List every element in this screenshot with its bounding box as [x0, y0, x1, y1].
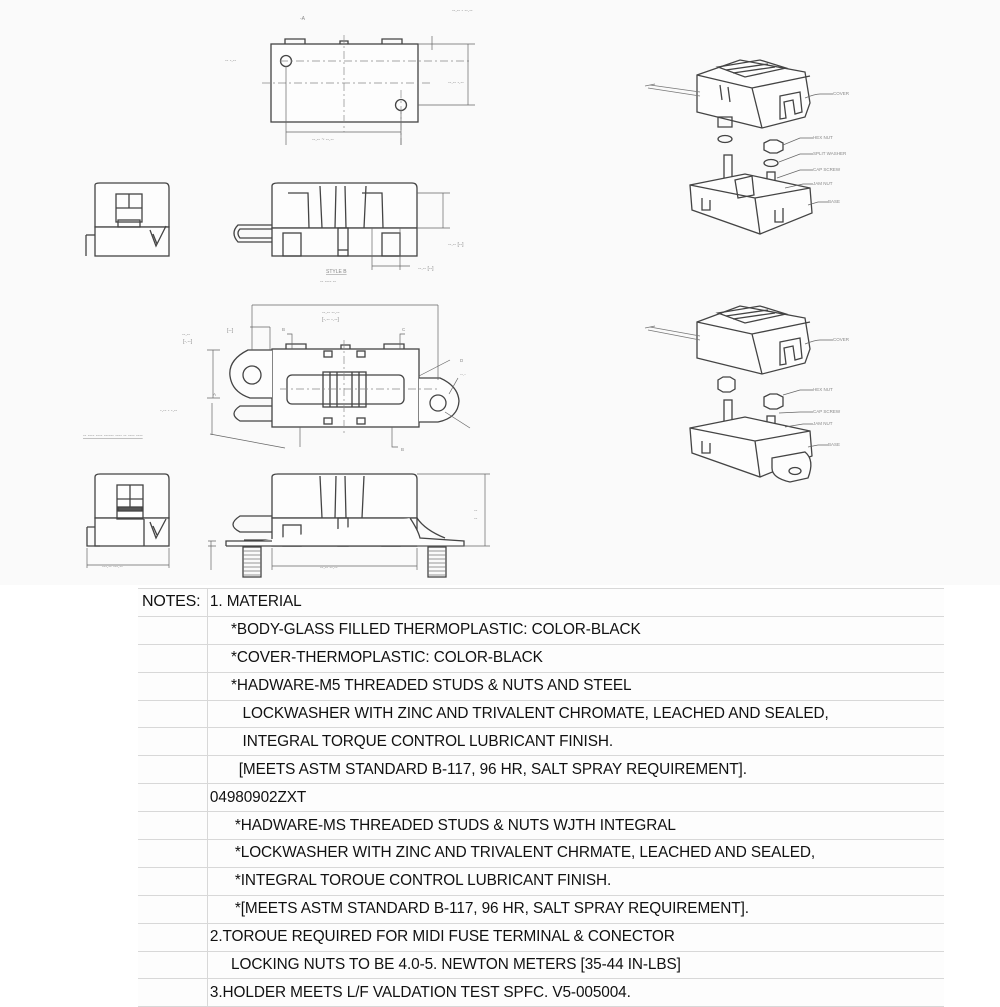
note-row — [138, 839, 944, 867]
notes-table — [138, 588, 944, 1007]
callout-cover-2: COVER — [833, 337, 850, 342]
side-view-style-a — [208, 474, 490, 577]
svg-text:-.-- - -.--: -.-- - -.-- — [160, 408, 178, 414]
svg-text:--.-- ~ --.--: --.-- ~ --.-- — [312, 137, 334, 143]
note-text: *INTEGRAL TOROUE CONTROL LUBRICANT FINISH. — [234, 872, 612, 890]
svg-text:---.-- ---.--: ---.-- ---.-- — [102, 564, 123, 570]
note-text: *LOCKWASHER WITH ZINC AND TRIVALENT CHRMATE, LEACHED AND SEALED, — [234, 844, 816, 862]
note-text: [MEETS ASTM STANDARD B-117, 96 HR, SALT SPRAY REQUIREMENT]. — [238, 760, 747, 778]
svg-text:B: B — [401, 447, 405, 452]
note-row — [138, 727, 944, 755]
threaded-stud-right — [428, 547, 446, 577]
note-row — [138, 923, 944, 951]
style-b-label: STYLE B — [326, 269, 347, 275]
callout-hex-nut: HEX NUT — [813, 135, 833, 140]
callout-split-washer: SPLIT WASHER — [813, 151, 847, 156]
note-text: *COVER-THERMOPLASTIC: COLOR-BLACK — [231, 649, 543, 667]
exploded-view-2 — [645, 306, 850, 482]
note-text: 2.TOROUE REQUIRED FOR MIDI FUSE TERMINAL & CONECTOR — [209, 928, 675, 946]
callout-cap-screw: CAP SCREW — [813, 167, 841, 172]
note-text: 1. MATERIAL — [209, 593, 302, 611]
svg-text:[--]: [--] — [227, 328, 234, 334]
note-text: LOCKING NUTS TO BE 4.0-5. NEWTON METERS [35-44 IN-LBS] — [231, 956, 681, 974]
note-text: INTEGRAL TORQUE CONTROL LUBRICANT FINISH. — [242, 732, 614, 750]
note-row — [138, 951, 944, 979]
note-row — [138, 616, 944, 644]
svg-text:--.-- [--]: --.-- [--] — [418, 266, 434, 272]
svg-text:--.-- --.--: --.-- --.-- — [320, 565, 338, 571]
svg-text:--.-- -.--: --.-- -.-- — [448, 80, 464, 86]
callout-base-2: BASE — [828, 442, 841, 447]
svg-text:--: -- — [474, 516, 478, 522]
top-view-style-b — [225, 8, 475, 145]
callout-jam-nut: JAM NUT — [813, 181, 833, 186]
end-view-style-a — [87, 474, 169, 570]
svg-text:--.-- - --.--: --.-- - --.-- — [452, 8, 473, 14]
note-row — [138, 811, 944, 839]
callout-cover: COVER — [833, 91, 850, 96]
threaded-stud-left — [243, 547, 261, 577]
top-view-style-a — [83, 305, 470, 452]
note-row — [138, 978, 944, 1007]
note-row — [138, 755, 944, 783]
callout-cap-screw-2: CAP SCREW — [813, 409, 841, 414]
note-text: 3.HOLDER MEETS L/F VALDATION TEST SPFC. V5-005004. — [209, 983, 631, 1001]
note-row — [138, 588, 944, 616]
side-view-style-b — [234, 183, 464, 285]
exploded-view-1 — [645, 60, 850, 234]
note-row — [138, 644, 944, 672]
svg-text:B: B — [282, 327, 286, 332]
svg-text:-- ---- ---- ------ ---- -- --: -- ---- ---- ------ ---- -- ---- ---- — [83, 433, 143, 439]
svg-text:-A: -A — [300, 16, 305, 22]
note-text: *BODY-GLASS FILLED THERMOPLASTIC: COLOR-BLACK — [231, 621, 641, 639]
svg-text:--.-: --.- — [460, 372, 466, 377]
svg-text:C: C — [402, 327, 406, 332]
svg-text:--: -- — [474, 508, 478, 514]
note-row — [138, 895, 944, 923]
svg-text:--.-- --.--: --.-- --.-- — [322, 310, 340, 316]
note-text: *HADWARE-MS THREADED STUDS & NUTS WJTH INTEGRAL — [234, 816, 676, 834]
note-row — [138, 700, 944, 728]
note-row — [138, 672, 944, 700]
part-number: 04980902ZXT — [209, 788, 307, 806]
note-text: LOCKWASHER WITH ZINC AND TRIVALENT CHROMATE, LEACHED AND SEALED, — [242, 705, 829, 722]
svg-text:--.--: --.-- — [182, 332, 191, 338]
svg-text:--.-- [--]: --.-- [--] — [448, 242, 464, 248]
end-view-style-b — [86, 183, 169, 256]
callout-base: BASE — [828, 199, 841, 204]
svg-text:-- -.--: -- -.-- — [225, 58, 237, 64]
callout-hex-nut-2: HEX NUT — [813, 387, 833, 392]
callout-jam-nut-2: JAM NUT — [813, 421, 833, 426]
svg-text:[-.-- -.--]: [-.-- -.--] — [322, 317, 339, 323]
note-row — [138, 783, 944, 811]
svg-text:D: D — [460, 358, 464, 363]
note-text: *[MEETS ASTM STANDARD B-117, 96 HR, SALT SPRAY REQUIREMENT]. — [234, 900, 749, 918]
svg-text:-- ---- --: -- ---- -- — [320, 279, 337, 285]
note-row — [138, 867, 944, 895]
svg-text:[-.--]: [-.--] — [183, 339, 193, 345]
notes-label: NOTES: — [138, 589, 208, 616]
svg-text:A: A — [213, 392, 217, 397]
note-text: *HADWARE-M5 THREADED STUDS & NUTS AND STEEL — [231, 677, 632, 695]
